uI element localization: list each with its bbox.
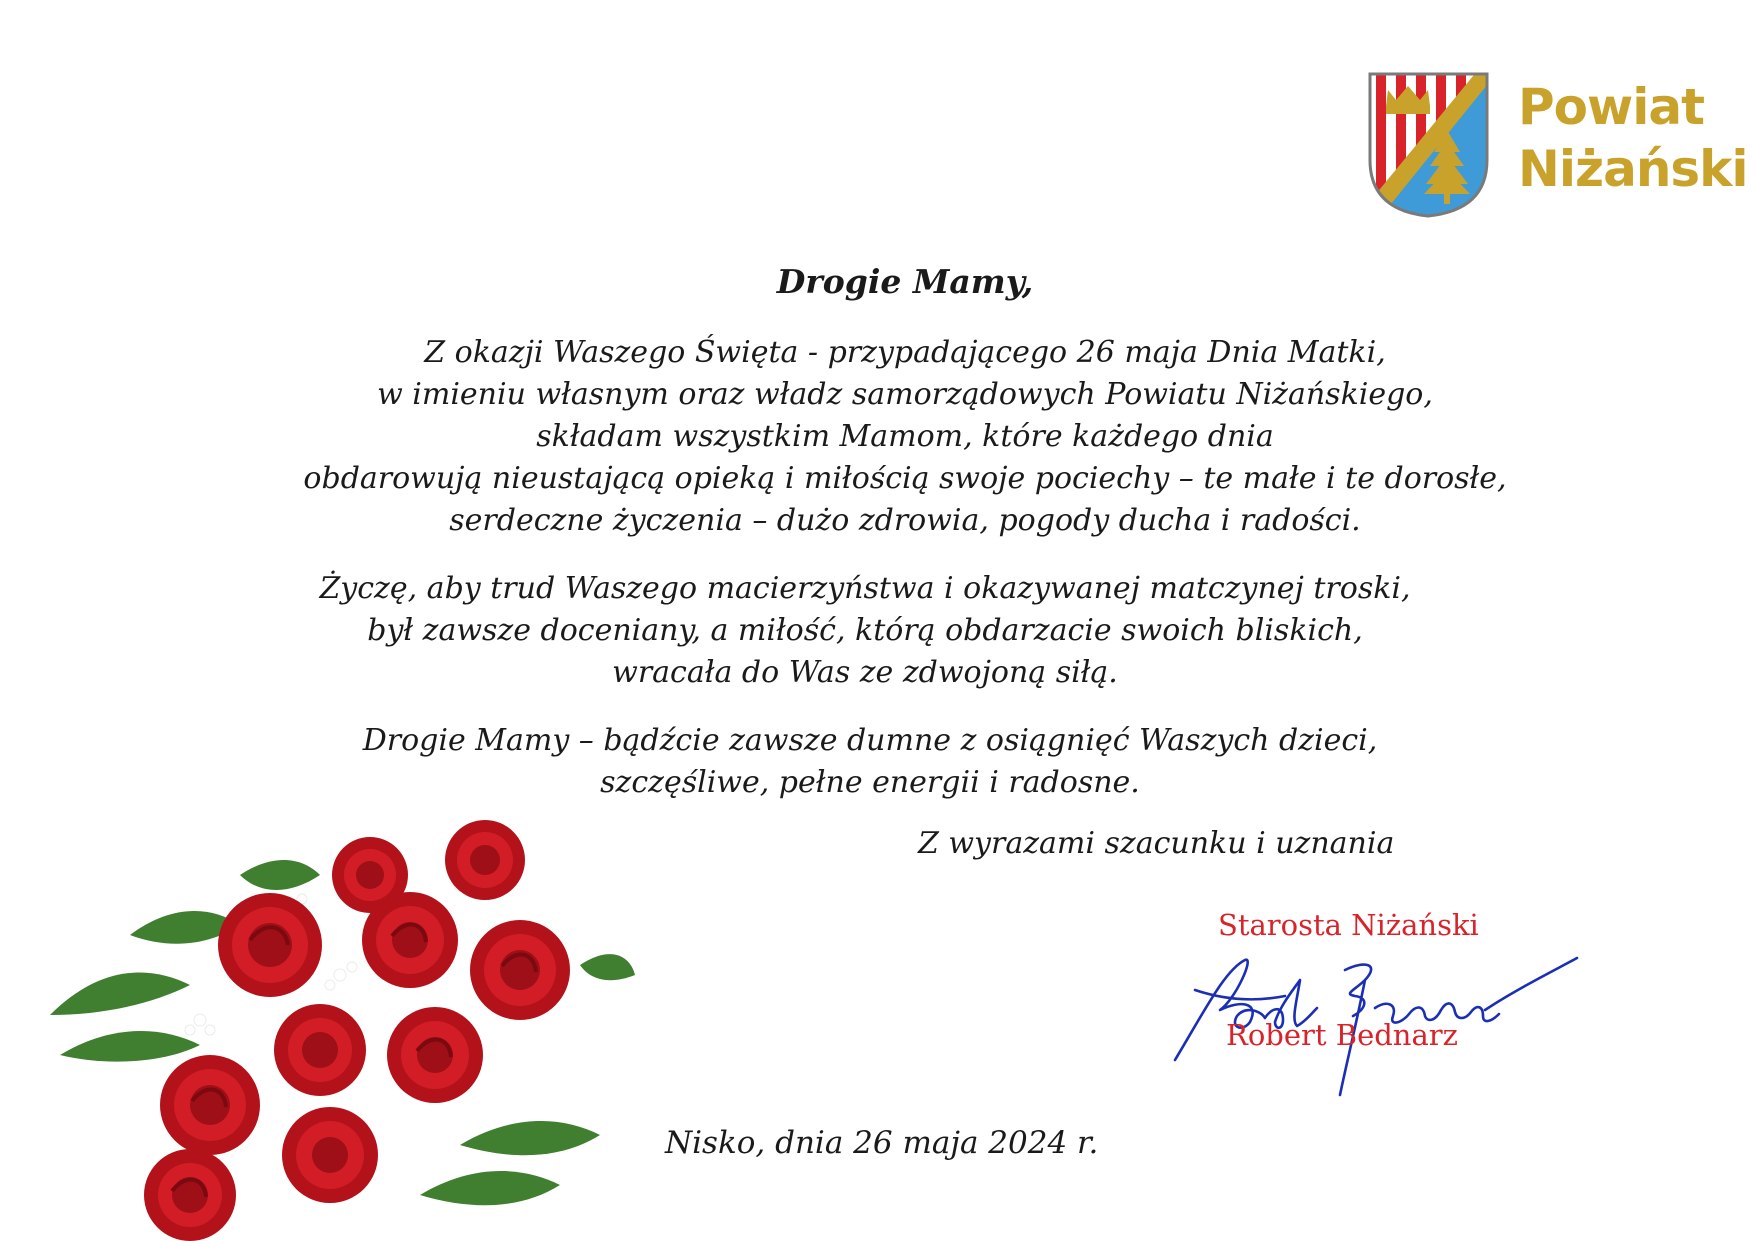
logo-line-2: Niżański — [1518, 140, 1748, 198]
logo-text — [1518, 76, 1748, 200]
text-line: składam wszystkim Mamom, które każdego dnia — [536, 419, 1274, 454]
text-line: w imieniu własnym oraz władz samorządowych Powiatu Niżańskiego, — [377, 377, 1433, 412]
text-line: wracała do Was ze zdwojoną siłą. — [612, 655, 1118, 690]
paragraph-3 — [0, 720, 1755, 804]
paragraph-2 — [0, 568, 1755, 694]
text-line: był zawsze doceniany, a miłość, którą obdarzacie swoich bliskich, — [367, 613, 1363, 648]
signature-name: Robert Bednarz — [1226, 1018, 1458, 1052]
date-line: Nisko, dnia 26 maja 2024 r. — [665, 1125, 1099, 1161]
paragraph-1 — [0, 332, 1755, 542]
text-line: Z okazji Waszego Święta - przypadającego 26 maja Dnia Matki, — [424, 335, 1386, 370]
text-line: Życzę, aby trud Waszego macierzyństwa i okazywanej matczynej troski, — [319, 571, 1411, 606]
powiat-logo — [1366, 70, 1748, 220]
text-line: szczęśliwe, pełne energii i radosne. — [600, 765, 1140, 800]
text-line: obdarowują nieustającą opieką i miłością swoje pociechy – te małe i te dorosłe, — [303, 461, 1507, 496]
roses-bouquet-image — [40, 815, 640, 1241]
logo-line-1: Powiat — [1518, 78, 1704, 136]
coat-of-arms-icon — [1366, 70, 1491, 220]
greeting: Drogie Mamy, — [776, 262, 1034, 301]
text-line: Drogie Mamy – bądźcie zawsze dumne z osiągnięć Waszych dzieci, — [362, 723, 1378, 758]
closing-line: Z wyrazami szacunku i uznania — [918, 826, 1395, 861]
signature-title: Starosta Niżański — [1218, 908, 1479, 942]
text-line: serdeczne życzenia – dużo zdrowia, pogody ducha i radości. — [449, 503, 1361, 538]
